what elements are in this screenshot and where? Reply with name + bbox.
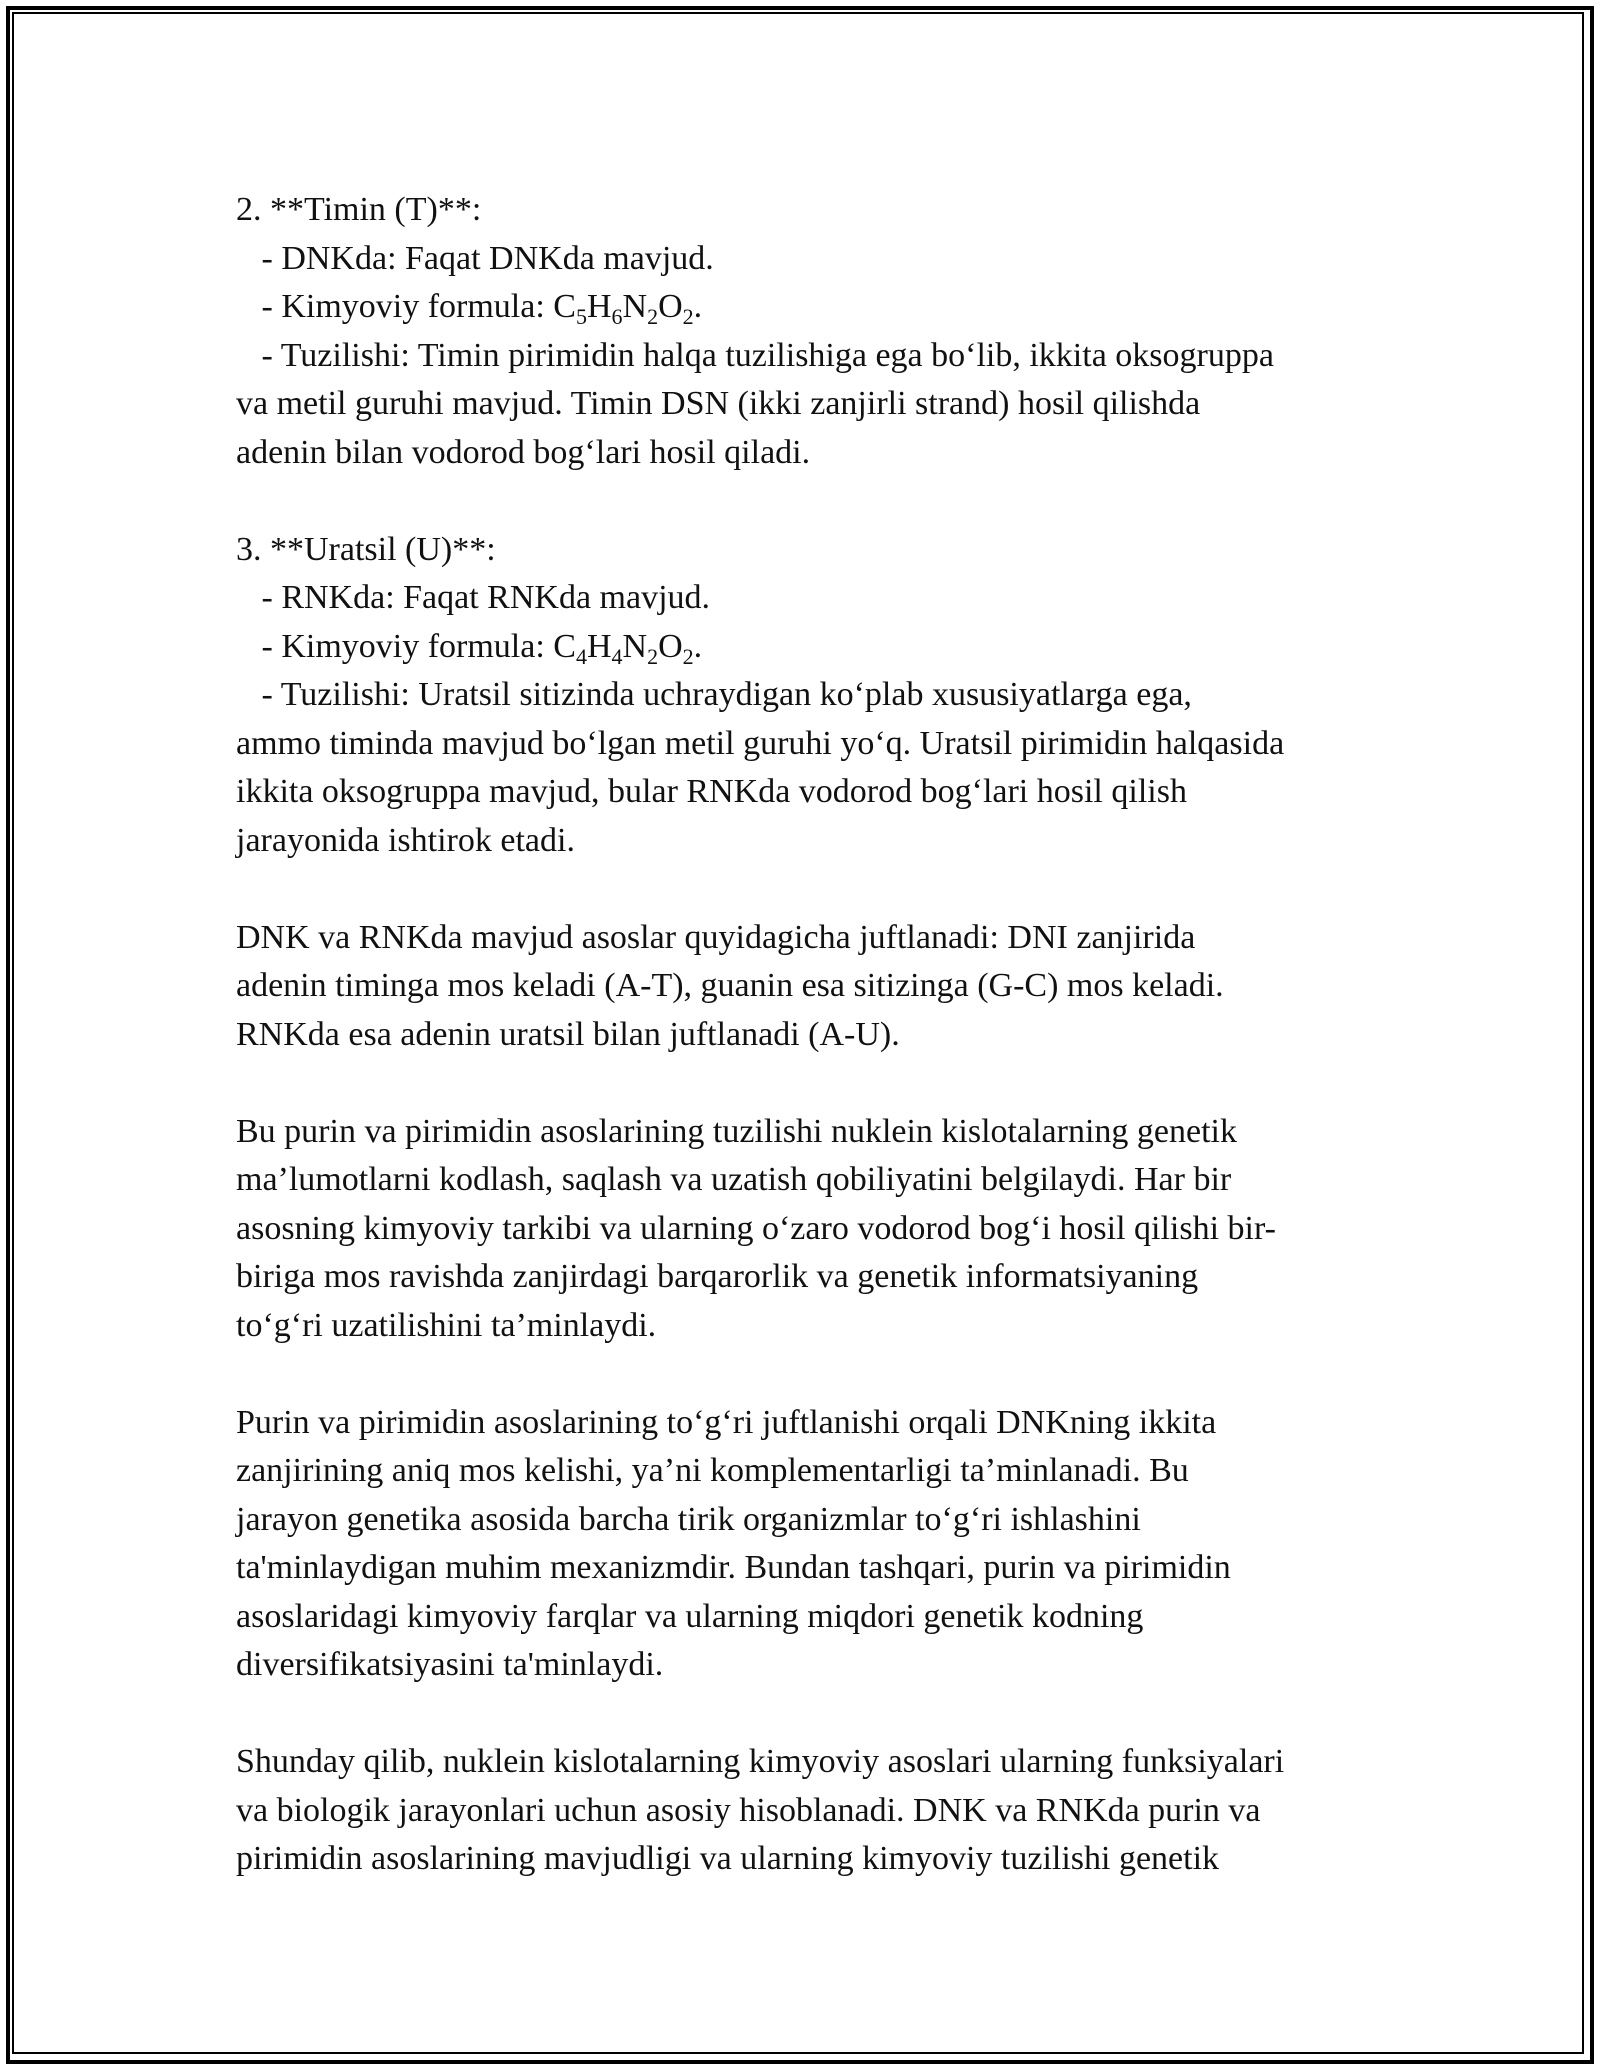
section-heading: 3. **Uratsil (U)**: bbox=[236, 530, 496, 568]
text-line: biriga mos ravishda zanjirdagi barqarorlik va genetik informatsiyaning bbox=[236, 1258, 1199, 1295]
text-line: ammo timinda mavjud bo‘lgan metil guruhi yo‘q. Uratsil pirimidin halqasida bbox=[236, 724, 1285, 762]
text-line: to‘g‘ri uzatilishini ta’minlaydi. bbox=[236, 1306, 657, 1344]
paragraph-gap bbox=[236, 1690, 1376, 1739]
text-line: asosning kimyoviy tarkibi va ularning o‘zaro vodorod bog‘i hosil qilishi bir- bbox=[236, 1209, 1276, 1247]
text-line: asoslaridagi kimyoviy farqlar va ularning miqdori genetik kodning bbox=[236, 1597, 1144, 1635]
text-line: ikkita oksogruppa mavjud, bular RNKda vodorod bog‘lari hosil qilish bbox=[236, 773, 1187, 810]
text-line: - Tuzilishi: Timin pirimidin halqa tuzilishiga ega bo‘lib, ikkita oksogruppa bbox=[236, 336, 1274, 374]
paragraph-pairing bbox=[236, 914, 1376, 1060]
section-thymine bbox=[236, 186, 1376, 477]
paragraph-gap bbox=[236, 477, 1376, 526]
chemical-formula: - Kimyoviy formula: $C_5H_6N_2O_2$. bbox=[236, 288, 703, 329]
paragraph-gap bbox=[236, 1350, 1376, 1399]
text-line: adenin bilan vodorod bog‘lari hosil qiladi. bbox=[236, 433, 811, 471]
text-line: DNK va RNKda mavjud asoslar quyidagicha juftlanadi: DNI zanjirida bbox=[236, 918, 1196, 956]
text-line: Purin va pirimidin asoslarining to‘g‘ri juftlanishi orqali DNKning ikkita bbox=[236, 1403, 1217, 1441]
chemical-formula: - Kimyoviy formula: $C_4H_4N_2O_2$. bbox=[236, 627, 703, 669]
list-item: - RNKda: Faqat RNKda mavjud. bbox=[236, 579, 711, 616]
text-line: Bu purin va pirimidin asoslarining tuzilishi nuklein kislotalarning genetik bbox=[236, 1112, 1237, 1150]
text-line: pirimidin asoslarining mavjudligi va ularning kimyoviy tuzilishi genetik bbox=[236, 1840, 1220, 1877]
list-item: - DNKda: Faqat DNKda mavjud. bbox=[236, 239, 714, 277]
text-line: adenin timinga mos keladi (A-T), guanin esa sitizinga (G-C) mos keladi. bbox=[236, 967, 1224, 1004]
section-uracil bbox=[236, 526, 1376, 866]
text-line: Shunday qilib, nuklein kislotalarning kimyoviy asoslari ularning funksiyalari bbox=[236, 1743, 1285, 1780]
text-line: va metil guruhi mavjud. Timin DSN (ikki zanjirli strand) hosil qilishda bbox=[236, 385, 1201, 422]
text-line: diversifikatsiyasini ta'minlaydi. bbox=[236, 1646, 664, 1683]
text-line: ma’lumotlarni kodlash, saqlash va uzatish qobiliyatini belgilaydi. Har bir bbox=[236, 1161, 1232, 1198]
text-line: zanjirining aniq mos kelishi, ya’ni komplementarligi ta’minlanadi. Bu bbox=[236, 1452, 1189, 1489]
text-line: jarayon genetika asosida barcha tirik organizmlar to‘g‘ri ishlashini bbox=[236, 1500, 1141, 1538]
paragraph-conclusion bbox=[236, 1738, 1376, 1884]
text-line: va biologik jarayonlari uchun asosiy hisoblanadi. DNK va RNKda purin va bbox=[236, 1791, 1261, 1829]
paragraph-gap bbox=[236, 865, 1376, 914]
paragraph-gap bbox=[236, 1059, 1376, 1108]
paragraph-complementarity bbox=[236, 1399, 1376, 1690]
paragraph-structure bbox=[236, 1108, 1376, 1351]
text-line: - Tuzilishi: Uratsil sitizinda uchraydigan ko‘plab xususiyatlarga ega, bbox=[236, 676, 1192, 713]
text-line: ta'minlaydigan muhim mexanizmdir. Bundan tashqari, purin va pirimidin bbox=[236, 1549, 1231, 1586]
text-line: RNKda esa adenin uratsil bilan juftlanadi (A-U). bbox=[236, 1015, 900, 1053]
text-line: jarayonida ishtirok etadi. bbox=[236, 821, 575, 859]
document-body bbox=[236, 186, 1376, 1884]
section-heading: 2. **Timin (T)**: bbox=[236, 191, 482, 228]
